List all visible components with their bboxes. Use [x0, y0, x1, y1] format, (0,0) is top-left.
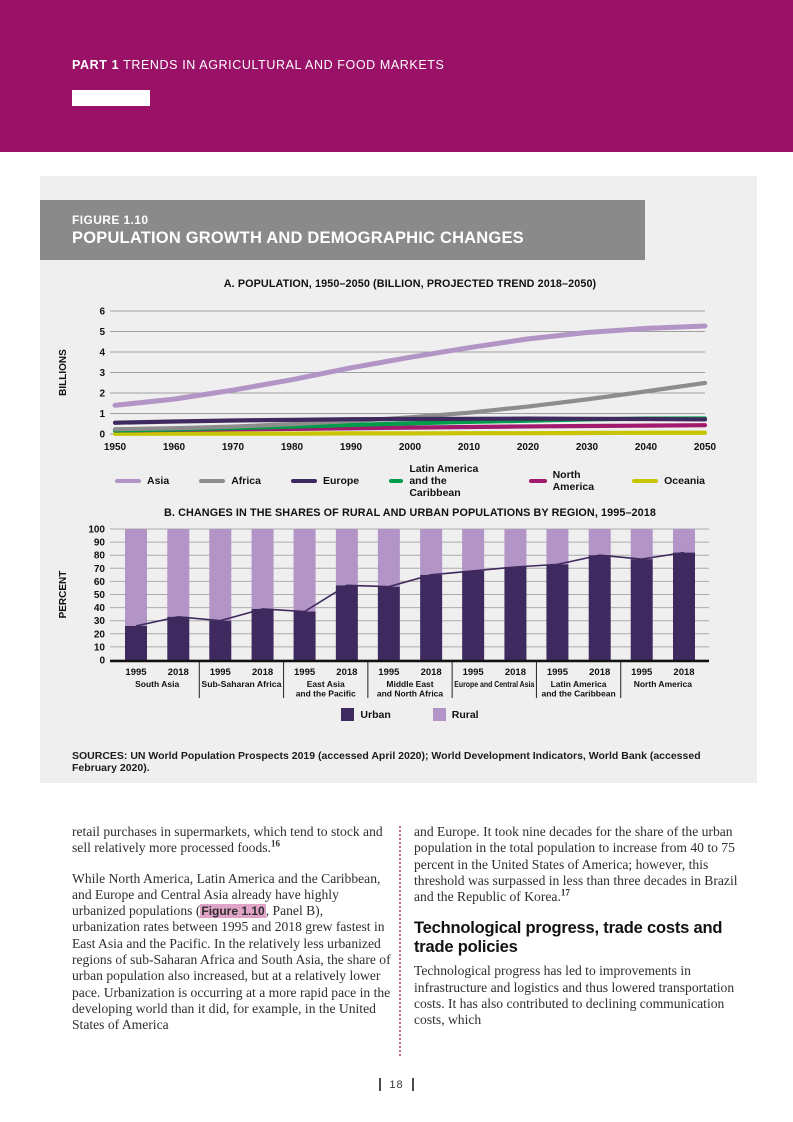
- legend-label: Rural: [451, 708, 479, 721]
- svg-text:1995: 1995: [209, 667, 231, 678]
- svg-text:1995: 1995: [462, 667, 484, 678]
- chart-b-legend: [115, 708, 705, 721]
- svg-text:2000: 2000: [398, 442, 422, 453]
- paragraph-text: , Panel B), urbanization rates between 1995 and 2018 grew fastest in East Asia and the Pacific. In the relatively less urbanized regions of sub-Saharan Africa and South Asia, the share of urban population also increased, but at a relatively lower pace. Urbanization is occurring at a more rapid pace in the developing world than it did, for example, in the United States of America: [72, 903, 391, 1033]
- svg-text:2010: 2010: [457, 442, 481, 453]
- svg-text:North America: North America: [633, 679, 692, 689]
- svg-text:6: 6: [99, 306, 105, 318]
- svg-text:20: 20: [93, 629, 105, 641]
- svg-text:40: 40: [93, 603, 105, 615]
- svg-text:BILLIONS: BILLIONS: [58, 349, 69, 396]
- legend-label: Asia: [147, 475, 170, 487]
- svg-text:1970: 1970: [221, 442, 245, 453]
- figure-sources: SOURCES: UN World Population Prospects 2019 (accessed April 2020); World Development Indicators, World Bank (accessed February 2020).: [72, 750, 701, 774]
- legend-item: [433, 708, 479, 721]
- paragraph: [414, 963, 744, 1028]
- figure-title: POPULATION GROWTH AND DEMOGRAPHIC CHANGES: [72, 228, 524, 247]
- legend-swatch: [433, 708, 446, 721]
- svg-text:2018: 2018: [420, 667, 442, 678]
- svg-text:60: 60: [93, 576, 105, 588]
- legend-label: Europe: [322, 475, 360, 487]
- svg-text:1960: 1960: [162, 442, 186, 453]
- figure-crossref-highlight: Figure 1.10: [201, 904, 265, 919]
- chart-b-title: B. CHANGES IN THE SHARES OF RURAL AND URBAN POPULATIONS BY REGION, 1995–2018: [164, 507, 656, 519]
- footnote-ref: 17: [560, 887, 570, 898]
- svg-text:2018: 2018: [252, 667, 274, 678]
- chart-a-title: A. POPULATION, 1950–2050 (BILLION, PROJECTED TREND 2018–2050): [223, 278, 597, 290]
- column-divider: [399, 826, 401, 1056]
- svg-text:Europe and Central Asia: Europe and Central Asia: [454, 679, 535, 689]
- svg-text:70: 70: [93, 563, 105, 575]
- paragraph: [72, 824, 394, 857]
- svg-text:0: 0: [99, 429, 105, 441]
- chart-b-bar-plot: [40, 524, 757, 706]
- svg-text:2018: 2018: [167, 667, 189, 678]
- svg-text:2: 2: [99, 388, 105, 400]
- svg-text:3: 3: [99, 368, 105, 379]
- svg-text:and North Africa: and North Africa: [376, 688, 444, 699]
- body-column-right: [414, 824, 744, 1043]
- svg-text:2018: 2018: [673, 667, 695, 678]
- masthead-band: [0, 0, 793, 152]
- part-number: PART 1: [72, 58, 120, 72]
- svg-text:1980: 1980: [280, 442, 304, 453]
- svg-text:10: 10: [93, 642, 105, 654]
- legend-label: Oceania: [664, 475, 705, 487]
- chart-a-line-plot: [40, 296, 757, 461]
- svg-text:2050: 2050: [693, 442, 717, 453]
- svg-text:and the Pacific: and the Pacific: [295, 688, 356, 699]
- legend-label: Latin America and the Caribbean: [409, 463, 479, 499]
- svg-text:80: 80: [93, 550, 105, 562]
- svg-text:90: 90: [93, 537, 105, 549]
- svg-text:and the Caribbean: and the Caribbean: [541, 688, 616, 699]
- svg-text:2018: 2018: [504, 667, 526, 678]
- paragraph: [72, 871, 394, 1034]
- paragraph: [414, 824, 744, 905]
- legend-swatch: [115, 479, 141, 483]
- svg-text:30: 30: [93, 616, 105, 628]
- legend-swatch: [341, 708, 354, 721]
- part-breadcrumb: [72, 58, 444, 72]
- svg-text:1: 1: [99, 409, 105, 420]
- legend-label: North America: [552, 469, 595, 493]
- svg-text:Latin America: Latin America: [550, 679, 607, 689]
- page-footer: [0, 1078, 793, 1091]
- body-column-left: [72, 824, 394, 1048]
- svg-text:Middle East: Middle East: [386, 679, 434, 689]
- page-number: 18: [389, 1078, 404, 1091]
- svg-text:100: 100: [88, 524, 105, 536]
- svg-text:5: 5: [99, 327, 105, 338]
- legend-item: [291, 475, 359, 487]
- svg-text:PERCENT: PERCENT: [58, 570, 69, 619]
- legend-swatch: [291, 479, 317, 483]
- paragraph-text: While North America, Latin America and the Caribbean, and Europe and Central Asia already have highly urbanized populations (: [72, 870, 381, 919]
- svg-text:Sub-Saharan Africa: Sub-Saharan Africa: [201, 679, 282, 689]
- legend-label: Urban: [360, 708, 391, 721]
- svg-text:1995: 1995: [378, 667, 400, 678]
- svg-text:4: 4: [99, 347, 105, 359]
- header-accent-bar: [72, 90, 150, 106]
- svg-text:East Asia: East Asia: [306, 679, 345, 689]
- legend-swatch: [389, 479, 403, 483]
- svg-text:1950: 1950: [103, 442, 127, 453]
- legend-item: [389, 463, 499, 499]
- svg-text:50: 50: [93, 590, 105, 601]
- svg-text:South Asia: South Asia: [135, 679, 180, 689]
- footer-bar-right: [412, 1078, 415, 1091]
- svg-text:1995: 1995: [125, 667, 147, 678]
- figure-title-band: [40, 200, 645, 260]
- part-title: TRENDS IN AGRICULTURAL AND FOOD MARKETS: [123, 58, 445, 72]
- legend-swatch: [529, 479, 547, 483]
- paragraph-text: Technological progress has led to improvements in infrastructure and logistics and thus lowered transportation costs. It has also contributed to declining communication costs, which: [414, 963, 735, 1028]
- svg-text:2020: 2020: [516, 442, 540, 453]
- paragraph-text: retail purchases in supermarkets, which tend to stock and sell relatively more processed foods.: [72, 824, 383, 856]
- svg-text:2030: 2030: [575, 442, 599, 453]
- legend-swatch: [199, 479, 225, 483]
- legend-swatch: [632, 479, 658, 483]
- footer-bar-left: [379, 1078, 382, 1091]
- svg-text:1995: 1995: [546, 667, 568, 678]
- section-heading: Technological progress, trade costs and trade policies: [414, 919, 723, 957]
- svg-text:1990: 1990: [339, 442, 363, 453]
- svg-text:2018: 2018: [589, 667, 611, 678]
- legend-item: [632, 475, 705, 487]
- svg-text:1995: 1995: [631, 667, 653, 678]
- legend-item: [115, 475, 169, 487]
- svg-text:1995: 1995: [294, 667, 316, 678]
- chart-a-legend: [115, 463, 705, 499]
- svg-text:0: 0: [99, 655, 105, 667]
- footnote-ref: 16: [270, 838, 280, 849]
- svg-text:2018: 2018: [336, 667, 358, 678]
- legend-item: [341, 708, 390, 721]
- legend-label: Africa: [231, 475, 261, 487]
- figure-label: FIGURE 1.10: [72, 212, 149, 227]
- figure-panel: [40, 176, 757, 783]
- svg-text:2040: 2040: [634, 442, 658, 453]
- legend-item: [199, 475, 261, 487]
- legend-item: [529, 469, 602, 493]
- paragraph-text: and Europe. It took nine decades for the share of the urban population in the total population to increase from 40 to 75 percent in the United States of America; however, this threshold was surpassed in less than three decades in Brazil and the Republic of Korea.: [414, 824, 738, 905]
